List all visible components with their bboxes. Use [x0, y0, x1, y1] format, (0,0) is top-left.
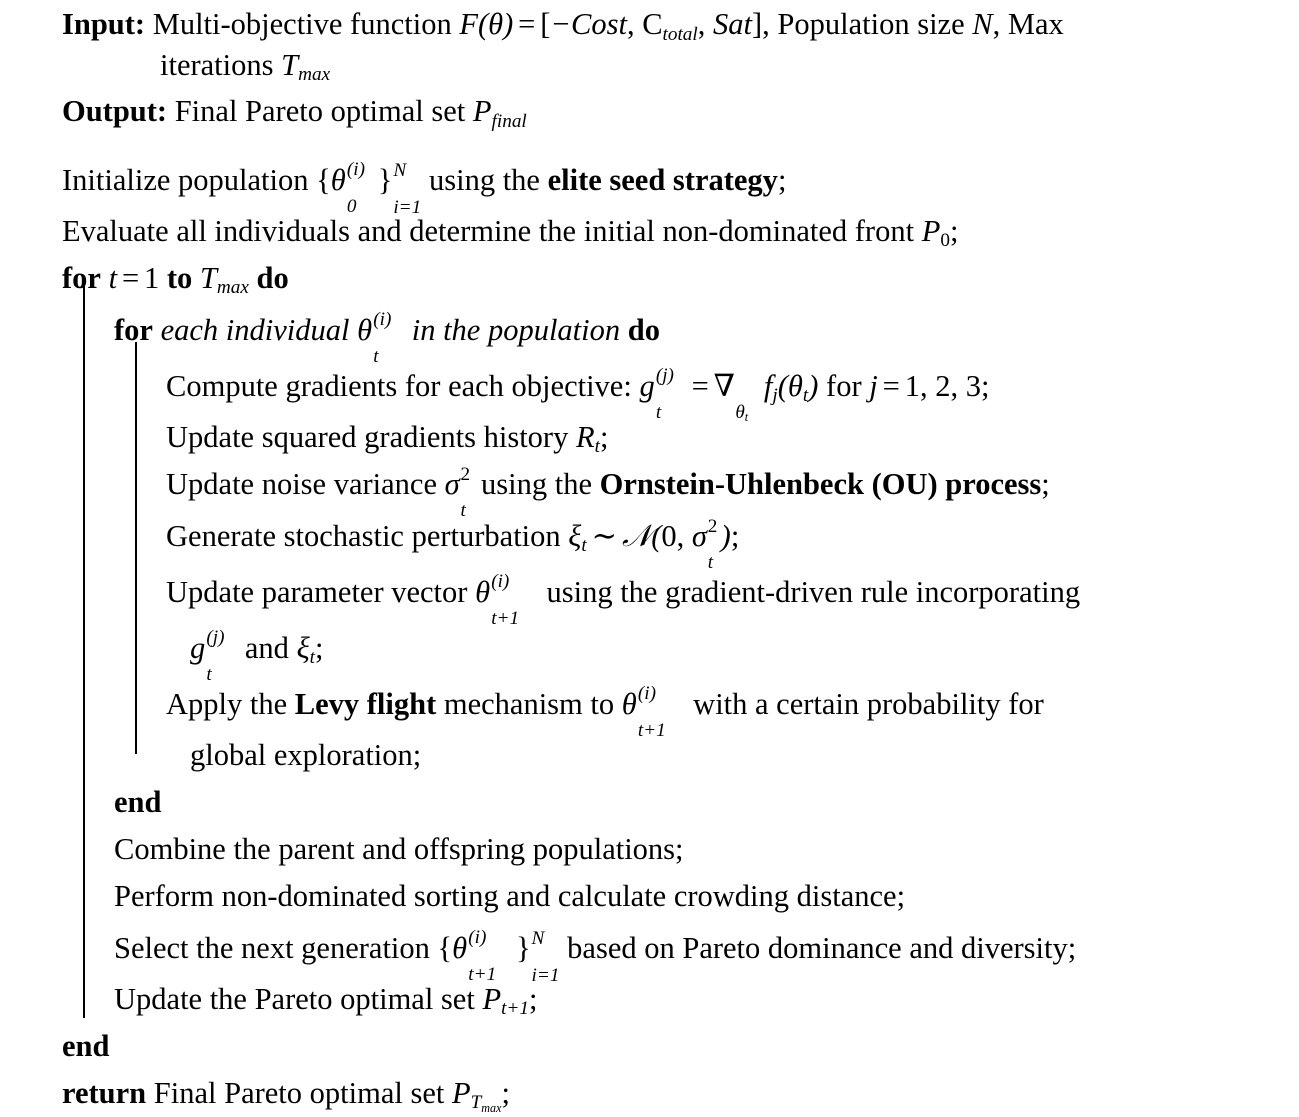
input-max-text: , Max [992, 7, 1064, 41]
math-initial-population-set: {θ (i) 0 } N i=1 [316, 159, 422, 218]
semicolon-3: ; [980, 368, 990, 403]
semicolon-4: ; [599, 419, 609, 454]
line-update-noise-variance [0, 461, 1299, 522]
update-pareto-text: Update the Pareto optimal set [114, 981, 475, 1016]
semicolon-6: ; [730, 518, 740, 553]
ou-process-term: Ornstein-Uhlenbeck (OU) process [599, 466, 1042, 501]
semicolon-8: ; [529, 981, 538, 1016]
compute-gradients-text: Compute gradients for each objective: [166, 368, 632, 403]
evaluate-text: Evaluate all individuals and determine the initial non-dominated front [62, 213, 915, 248]
line-for-inner [0, 302, 1299, 368]
line-end-outer [0, 1023, 1299, 1070]
math-Tmax-loop: $T_{max}$ [199, 260, 249, 299]
and-text: and [244, 630, 289, 665]
input-Tmax: $T_{max}$ [281, 47, 331, 86]
math-theta-t-plus-1-i: θ (i) t+1 [475, 571, 520, 630]
update-noise-text: Update noise variance [166, 466, 437, 501]
input-N: N [972, 7, 993, 41]
line-apply-levy-flight-continued [0, 732, 1299, 779]
input-line [0, 4, 1299, 45]
math-Rt: $R_t$ [575, 419, 600, 458]
line-evaluate-individuals [0, 208, 1299, 255]
math-gradient-formula: g (j) t = ∇ $\theta_t$ $f_j(\theta_t)$ [639, 365, 819, 425]
math-j-values: j = 1, 2, 3 [869, 368, 981, 403]
output-line [0, 91, 1299, 132]
generate-perturbation-text: Generate stochastic perturbation [166, 518, 561, 553]
math-perturbation-dist: $\xi_t$ ∼ 𝒩(0, σ 2 t ) [568, 515, 731, 574]
output-Pfinal: $P_{final}$ [472, 94, 527, 132]
math-xi-t: $\xi_t$ [296, 630, 315, 669]
elite-seed-strategy-term: elite seed strategy [547, 162, 778, 197]
line-combine-populations [0, 826, 1299, 873]
line-non-dominated-sorting [0, 873, 1299, 920]
semicolon-2: ; [949, 213, 959, 248]
return-keyword: return [62, 1075, 147, 1110]
line-apply-levy-flight [0, 676, 1299, 742]
each-individual-text: each individual [160, 312, 350, 347]
line-generate-perturbation [0, 508, 1299, 574]
using-the-text-2: using the [481, 466, 592, 501]
math-P0: $P_0$ [921, 213, 950, 252]
to-keyword: to [166, 260, 193, 295]
in-population-text: in the population [411, 312, 621, 347]
end-keyword-outer: end [62, 1028, 110, 1063]
for-keyword-outer: for [62, 260, 101, 295]
initialize-text: Initialize population [62, 162, 309, 197]
gradient-rule-text: using the gradient-driven rule incorporating [546, 574, 1081, 609]
line-update-pareto-set [0, 976, 1299, 1023]
using-the-text-1: using the [428, 162, 540, 197]
levy-flight-term: Levy flight [294, 686, 437, 721]
math-theta-t-plus-1-i-levy: θ (i) t+1 [621, 683, 666, 742]
line-initialize-population [0, 152, 1299, 218]
global-exploration-text: global exploration; [190, 737, 422, 772]
input-description: Multi-objective function [152, 7, 452, 41]
select-next-text: Select the next generation [114, 930, 430, 965]
input-line-continued [0, 45, 1299, 86]
line-update-parameter-vector [0, 564, 1299, 630]
do-keyword-outer: do [256, 260, 289, 295]
update-squared-text: Update squared gradients history [166, 419, 569, 454]
math-P-t-plus-1: $P_{t+1}$ [482, 981, 529, 1020]
line-return [0, 1070, 1299, 1117]
semicolon-9: ; [501, 1075, 510, 1110]
for-j-text: for [826, 368, 862, 403]
input-population-text: , Population size [762, 7, 965, 41]
line-end-inner [0, 779, 1299, 826]
mechanism-to-text: mechanism to [443, 686, 615, 721]
based-on-text: based on Pareto dominance and diversity; [567, 930, 1077, 965]
math-sigma-squared-t: σ 2 t [444, 463, 471, 522]
combine-text: Combine the parent and offspring populations; [114, 831, 684, 866]
algorithm-body [0, 152, 1299, 1117]
output-label: Output: [62, 94, 168, 129]
update-param-vector-text: Update parameter vector [166, 574, 468, 609]
math-t-equals-1: t = 1 [108, 260, 160, 295]
output-description: Final Pareto optimal set [174, 94, 466, 129]
apply-the-text: Apply the [166, 686, 288, 721]
return-text: Final Pareto optimal set [153, 1075, 445, 1110]
math-theta-t-i: θ (i) t [357, 309, 392, 368]
line-update-parameter-vector-continued [0, 620, 1299, 686]
end-keyword-inner: end [114, 784, 162, 819]
math-gt-j: g (j) t [190, 627, 225, 686]
line-update-squared-gradients [0, 414, 1299, 461]
input-formula: F(θ) = [−Cost, $C_{total}$, Sat] [459, 7, 763, 45]
semicolon-7: ; [314, 630, 324, 665]
line-compute-gradients [0, 358, 1299, 425]
input-label: Input: [62, 7, 146, 41]
math-next-generation-set: {θ (i) t+1 } N i=1 [437, 927, 560, 986]
line-for-outer [0, 255, 1299, 302]
math-P-Tmax: $P_{T_{max}}$ [451, 1075, 502, 1116]
for-keyword-inner: for [114, 312, 153, 347]
sorting-text: Perform non-dominated sorting and calculate crowding distance; [114, 878, 906, 913]
algorithm-io-header [0, 0, 1299, 132]
with-probability-text: with a certain probability for [693, 686, 1044, 721]
line-select-next-generation [0, 920, 1299, 986]
do-keyword-inner: do [627, 312, 660, 347]
semicolon-5: ; [1041, 466, 1050, 501]
iterations-label: iterations [160, 47, 274, 82]
semicolon-1: ; [777, 162, 787, 197]
